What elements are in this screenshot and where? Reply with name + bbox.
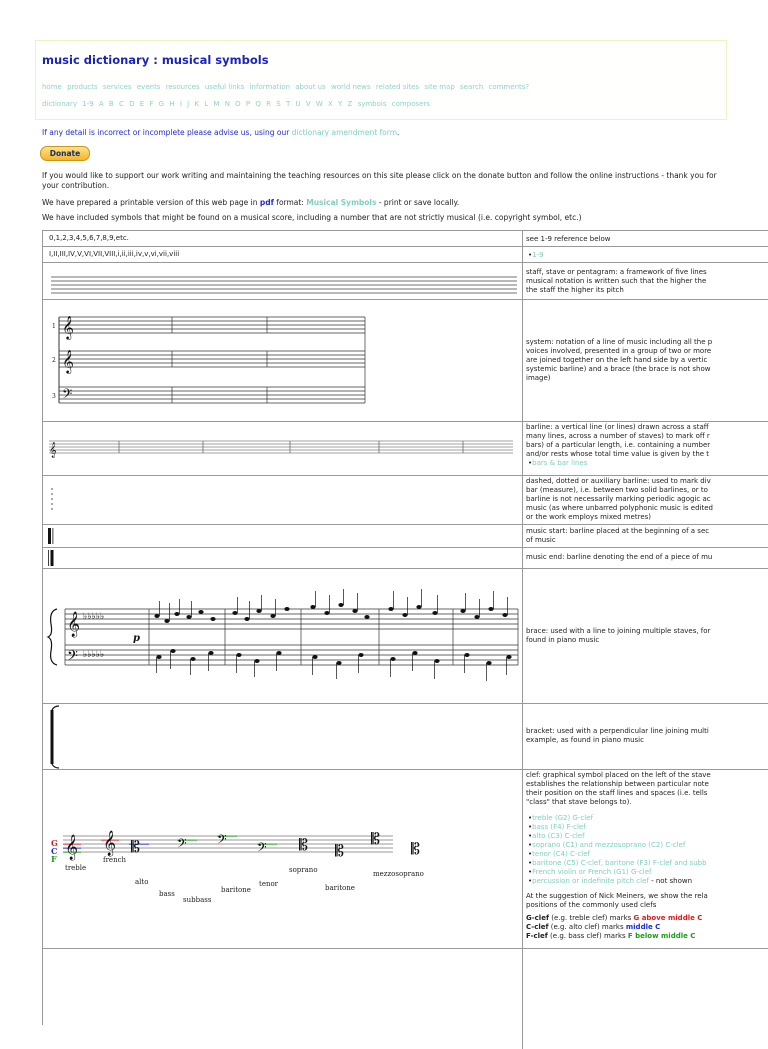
letter-nav-dictionary[interactable]: dictionary: [42, 100, 77, 108]
bass-clef-icon: 𝄢: [177, 836, 187, 854]
letter-nav-item[interactable]: N: [224, 100, 230, 108]
numerals-arabic: 0,1,2,3,4,5,6,7,8,9,etc.: [49, 234, 129, 242]
see-reference-text: see 1-9 reference below: [526, 235, 611, 243]
table-row: [43, 422, 768, 476]
incorrect-prefix: If any detail is incorrect or incomplete please advise us, using our: [42, 128, 292, 137]
dashed-description: [523, 476, 768, 524]
treble-clef-icon: 𝄞: [65, 835, 79, 860]
letter-nav-item[interactable]: H: [169, 100, 175, 108]
pdf-link[interactable]: Musical Symbols: [306, 198, 377, 207]
barline-desc-line: bars) of a particular length, i.e. containing a number: [526, 441, 711, 449]
staff-desc-line: staff, stave or pentagram: a framework of five lines: [526, 268, 707, 276]
barline-desc-line: and/or rests whose total time value is given by the t: [526, 450, 710, 458]
table-row: [43, 247, 768, 263]
system-description: [523, 300, 768, 421]
nav-related-sites[interactable]: related sites: [375, 83, 420, 91]
clef-desc-line: clef: graphical symbol placed on the left of the stave: [526, 771, 711, 779]
suggestion-line: positions of the commonly used clefs: [526, 901, 657, 909]
treble-clef-icon: 𝄞: [49, 443, 57, 458]
nav-resources[interactable]: resources: [165, 83, 200, 91]
letter-nav-item[interactable]: G: [158, 100, 165, 108]
letter-nav-item[interactable]: Y: [338, 100, 343, 108]
letter-nav-item[interactable]: I: [179, 100, 182, 108]
incorrect-suffix: .: [397, 128, 400, 137]
table-row: [43, 300, 768, 422]
system-staff-number: 1: [52, 323, 56, 330]
table-row: [43, 263, 768, 300]
letter-nav-item[interactable]: V: [305, 100, 311, 108]
clef-name: treble: [65, 864, 87, 872]
letter-nav-item[interactable]: E: [139, 100, 145, 108]
system-desc-line: system: notation of a line of music including all the p: [526, 338, 713, 346]
dashed-desc-line: music (as where unbarred polyphonic music is edited: [526, 504, 713, 512]
donate-button[interactable]: Donate: [40, 146, 90, 161]
nav-events[interactable]: events: [136, 83, 161, 91]
pdf-mid: format:: [273, 198, 307, 207]
baritone-f-clef-icon: 𝄢: [257, 840, 267, 858]
clef-name: tenor: [259, 880, 279, 888]
subbass-clef-icon: 𝄢: [217, 832, 227, 850]
letter-nav-item[interactable]: X: [328, 100, 333, 108]
nav-services[interactable]: services: [102, 83, 132, 91]
nav-about-us[interactable]: about us: [295, 83, 326, 91]
bass-clef-icon: 𝄢: [62, 386, 73, 405]
alto-clef-icon: 𝄡: [131, 837, 140, 856]
g-letter: G: [51, 838, 58, 848]
french-clef-icon: 𝄞: [103, 831, 117, 856]
clef-link-alto[interactable]: • alto (C3) C-clef: [526, 832, 766, 841]
header-box: [35, 40, 727, 120]
nav-information[interactable]: information: [249, 83, 291, 91]
barline-description: [523, 422, 768, 475]
clef-link-baritone[interactable]: • baritone (C5) C-clef, baritone (F3) F-clef and subb: [526, 859, 766, 868]
letter-nav-symbols[interactable]: symbols: [357, 100, 387, 108]
clef-desc-line: "class" that stave belongs to).: [526, 798, 632, 806]
letter-nav-item[interactable]: S: [276, 100, 281, 108]
brace-desc-line: brace: used with a line to joining multiple staves, for: [526, 627, 711, 635]
clef-description: [523, 770, 768, 948]
staff-desc-line: the staff the higher its pitch: [526, 286, 624, 294]
bracket-image: [43, 704, 522, 769]
staff-image: [43, 263, 522, 299]
clef-link-treble[interactable]: • treble (G2) G-clef: [526, 814, 766, 823]
pdf-word: pdf: [259, 198, 274, 207]
pdf-suffix: - print or save locally.: [376, 198, 460, 207]
clef-link-bass[interactable]: • bass (F4) F-clef: [526, 823, 766, 832]
music-end-description: music end: barline denoting the end of a piece of mu: [526, 553, 713, 561]
letter-nav-item[interactable]: 1-9: [82, 100, 94, 108]
clef-name: alto: [135, 878, 149, 886]
included-text: We have included symbols that might be found on a musical score, including a number that are not strictly musical (i.e. copyright symbol, etc.): [42, 213, 582, 222]
letter-nav-item[interactable]: W: [315, 100, 323, 108]
letter-nav-item[interactable]: O: [235, 100, 241, 108]
dashed-desc-line: or the work employs mixed metres): [526, 513, 652, 521]
start-desc-line: music start: barline placed at the beginning of a sec: [526, 527, 710, 535]
letter-nav-item[interactable]: U: [295, 100, 301, 108]
table-row: [43, 569, 768, 704]
clef-link-tenor[interactable]: • tenor (C4) C-clef: [526, 850, 766, 859]
nav-search[interactable]: search: [460, 83, 484, 91]
treble-clef-icon: 𝄞: [62, 349, 74, 373]
nav-site-map[interactable]: site map: [424, 83, 455, 91]
clef-desc-line: establishes the relationship between particular note: [526, 780, 709, 788]
key-signature-icon: ♭♭♭♭♭: [83, 650, 105, 660]
fclef-mid: (e.g. bass clef) marks: [547, 932, 628, 940]
baritone-c-clef-icon: 𝄡: [371, 829, 380, 848]
barline-desc-line: barline: a vertical line (or lines) drawn across a staff: [526, 423, 709, 431]
system-staff-number: 3: [52, 393, 56, 400]
amendment-form-link[interactable]: dictionary amendment form: [291, 128, 398, 137]
numerals-roman: I,II,III,IV,V,VI,VII,VIII,i,ii,iii,iv,v,vi,vii,viii: [49, 250, 180, 258]
pdf-notice: [42, 198, 732, 208]
letter-nav-item[interactable]: Q: [255, 100, 261, 108]
clef-name: baritone: [325, 884, 355, 892]
staff-desc-line: musical notation is written such that the higher the: [526, 277, 707, 285]
cclef-value: middle C: [625, 923, 661, 931]
piano-score-image: [43, 569, 522, 703]
clefs-image: [43, 770, 522, 948]
bracket-desc-line: example, as found in piano music: [526, 736, 644, 744]
letter-nav-item[interactable]: P: [245, 100, 251, 108]
letter-nav-item[interactable]: D: [129, 100, 135, 108]
soprano-clef-icon: 𝄡: [335, 841, 344, 860]
table-row: [43, 231, 768, 247]
letter-nav-item[interactable]: R: [266, 100, 272, 108]
gclef-label: G-clef: [526, 914, 549, 922]
bracket-desc-line: bracket: used with a perpendicular line joining multi: [526, 727, 709, 735]
clef-link-soprano[interactable]: • soprano (C1) and mezzosoprano (C2) C-clef: [526, 841, 766, 850]
letter-nav: [42, 100, 433, 108]
clef-name: soprano: [289, 866, 318, 874]
mezzosoprano-clef-icon: 𝄡: [411, 839, 420, 858]
brace-desc-line: found in piano music: [526, 636, 600, 644]
system-staff-number: 2: [52, 357, 56, 364]
piano-dynamic: p: [133, 633, 140, 644]
treble-clef-icon: 𝄞: [62, 315, 74, 339]
fclef-label: F-clef: [526, 932, 548, 940]
clef-name: subbass: [183, 896, 212, 904]
letter-nav-item[interactable]: B: [108, 100, 114, 108]
fclef-value: F below middle C: [627, 932, 696, 940]
system-desc-line: are joined together on the left hand side by a vertic: [526, 356, 708, 364]
nav-useful-links[interactable]: useful links: [204, 83, 245, 91]
dashed-desc-line: bar (measure), i.e. between two solid barlines, or to: [526, 486, 708, 494]
clef-name: baritone: [221, 886, 251, 894]
clef-name: french: [103, 856, 127, 864]
gclef-mid: (e.g. treble clef) marks: [549, 914, 634, 922]
clef-link-percussion: [526, 877, 766, 886]
letter-nav-item[interactable]: M: [213, 100, 220, 108]
link-1-9[interactable]: • 1-9: [526, 251, 766, 260]
key-signature-icon: ♭♭♭♭♭: [83, 612, 105, 622]
letter-nav-item[interactable]: Z: [347, 100, 353, 108]
page-title: music dictionary : musical symbols: [42, 53, 269, 67]
pdf-prefix: We have prepared a printable version of this web page in: [42, 198, 260, 207]
start-desc-line: of music: [526, 536, 556, 544]
music-start-image: [43, 525, 522, 547]
dashed-barline-image: [43, 476, 522, 524]
table-row: [43, 548, 768, 569]
gclef-value: G above middle C: [633, 914, 703, 922]
support-text: If you would like to support our work writing and maintaining the teaching resources on this site please click on the donate button and follow the online instructions - thank you for your contribution.: [42, 171, 717, 190]
bass-clef-icon: 𝄢: [67, 648, 78, 668]
music-start-description: [523, 525, 768, 547]
letter-nav-item[interactable]: C: [118, 100, 124, 108]
not-shown-note: - not shown: [648, 877, 693, 885]
cclef-label: C-clef: [526, 923, 549, 931]
letter-nav-item[interactable]: J: [187, 100, 190, 108]
bars-barlines-link[interactable]: • bars & bar lines: [526, 459, 766, 468]
brace-icon: [48, 609, 57, 665]
suggestion-line: At the suggestion of Nick Meiners, we show the rela: [526, 892, 708, 900]
music-end-image: [43, 548, 522, 568]
system-desc-line: systemic barline) and a brace (the brace is not show: [526, 365, 711, 373]
bracket-description: [523, 704, 768, 769]
nav-world-news[interactable]: world news: [331, 83, 371, 91]
incorrect-notice: [42, 128, 732, 138]
table-row: [43, 770, 768, 949]
table-row: [43, 525, 768, 548]
top-nav: [42, 83, 532, 91]
system-image: [43, 300, 522, 421]
brace-description: [523, 569, 768, 703]
letter-nav-item[interactable]: L: [204, 100, 209, 108]
clef-desc-line: their position on the staff lines and spaces (i.e. tells: [526, 789, 708, 797]
c-letter: C: [51, 846, 58, 856]
treble-clef-icon: 𝄞: [67, 612, 81, 637]
nav-products[interactable]: products: [67, 83, 98, 91]
staff-description: [523, 263, 768, 299]
letter-nav-item[interactable]: F: [149, 100, 154, 108]
system-desc-line: voices involved, presented in a group of two or more: [526, 347, 712, 355]
nav-comments[interactable]: comments?: [488, 83, 530, 91]
table-row: [43, 476, 768, 525]
f-letter: F: [51, 854, 57, 864]
percussion-link-text[interactable]: percussion or indefinite pitch clef: [532, 877, 649, 885]
letter-nav-composers[interactable]: composers: [391, 100, 430, 108]
clef-link-french[interactable]: • French violin or French (G1) G-clef: [526, 868, 766, 877]
tenor-clef-icon: 𝄡: [299, 835, 308, 854]
barline-image: [43, 422, 522, 475]
table-row: [43, 704, 768, 770]
symbols-table: [42, 230, 768, 1025]
system-desc-line: image): [526, 374, 551, 382]
cclef-mid: (e.g. alto clef) marks: [548, 923, 626, 931]
letter-nav-item[interactable]: T: [285, 100, 291, 108]
dashed-desc-line: dashed, dotted or auxiliary barline: used to mark div: [526, 477, 711, 485]
dashed-desc-line: barline is not necessarily marking periodic agogic ac: [526, 495, 711, 503]
clef-name: mezzosoprano: [373, 870, 424, 878]
table-row: [43, 949, 768, 1049]
barline-desc-line: many lines, across a number of staves) to mark off r: [526, 432, 710, 440]
letter-nav-item[interactable]: A: [98, 100, 104, 108]
clef-name: bass: [159, 890, 175, 898]
letter-nav-item[interactable]: K: [194, 100, 200, 108]
nav-home[interactable]: home: [42, 83, 62, 91]
